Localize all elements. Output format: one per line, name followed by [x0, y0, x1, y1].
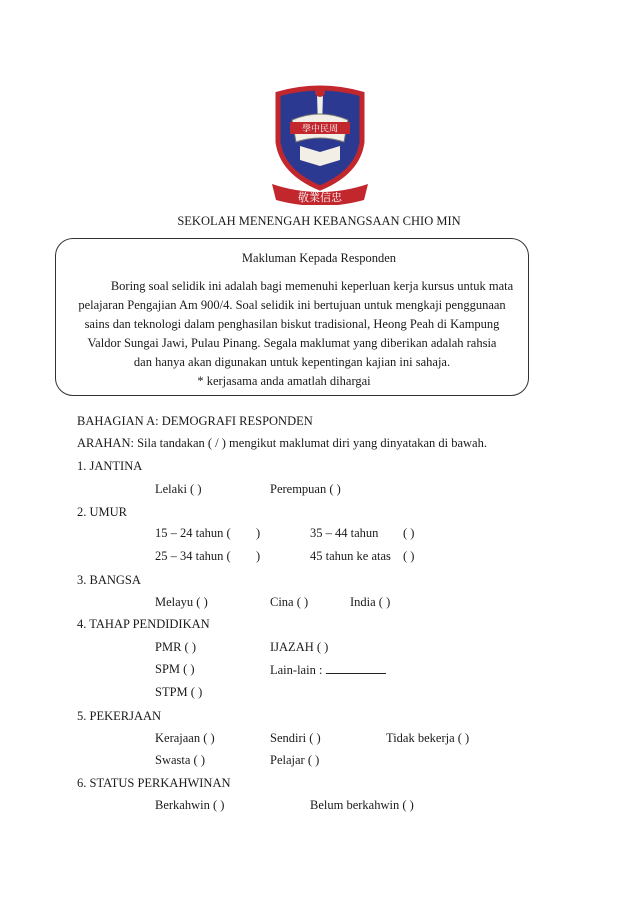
option-belum-berkahwin[interactable]: Belum berkahwin ( )	[310, 798, 414, 812]
section-heading: BAHAGIAN A: DEMOGRAFI RESPONDEN	[77, 414, 313, 428]
option-sendiri[interactable]: Sendiri ( )	[270, 731, 321, 745]
option-melayu[interactable]: Melayu ( )	[155, 595, 208, 609]
notice-line: sains dan teknologi dalam penghasilan biskut tradisional, Heong Peah di Kampung	[84, 317, 500, 331]
option-spm[interactable]: SPM ( )	[155, 662, 195, 676]
question-title: 5. PEKERJAAN	[77, 709, 162, 723]
notice-line: pelajaran Pengajian Am 900/4. Soal selidik ini bertujuan untuk mengkaji penggunaan	[78, 298, 506, 312]
option-lelaki[interactable]: Lelaki ( )	[155, 482, 202, 496]
option-pmr[interactable]: PMR ( )	[155, 640, 196, 654]
option-pelajar[interactable]: Pelajar ( )	[270, 753, 320, 767]
option-15-24[interactable]: 15 – 24 tahun (	[155, 526, 231, 540]
option-stpm[interactable]: STPM ( )	[155, 685, 203, 699]
option-tidak-bekerja[interactable]: Tidak bekerja ( )	[386, 731, 470, 745]
option-lain-lain[interactable]	[270, 662, 386, 678]
option-cina[interactable]: Cina ( )	[270, 595, 309, 609]
notice-line: dan hanya akan digunakan untuk kepentingan kajian ini sahaja.	[133, 355, 451, 369]
option-25-34[interactable]: 25 – 34 tahun (	[155, 549, 231, 563]
option-swasta[interactable]: Swasta ( )	[155, 753, 205, 767]
option-close-paren: )	[256, 526, 261, 540]
lain-lain-label: Lain-lain :	[270, 663, 323, 677]
notice-line: Valdor Sungai Jawi, Pulau Pinang. Segala maklumat yang diberikan adalah rahsia	[87, 336, 497, 350]
lain-lain-blank[interactable]	[326, 662, 386, 674]
option-perempuan[interactable]: Perempuan ( )	[270, 482, 341, 496]
option-close-paren: )	[256, 549, 261, 563]
notice-title: Makluman Kepada Responden	[241, 251, 397, 265]
option-paren[interactable]: ( )	[403, 526, 415, 540]
question-title: 1. JANTINA	[77, 459, 143, 473]
school-name: SEKOLAH MENENGAH KEBANGSAAN CHIO MIN	[177, 214, 461, 228]
school-crest-logo	[270, 80, 370, 205]
crest-flame-icon	[315, 87, 325, 97]
question-title: 3. BANGSA	[77, 573, 141, 587]
option-kerajaan[interactable]: Kerajaan ( )	[155, 731, 215, 745]
question-title: 4. TAHAP PENDIDIKAN	[77, 617, 210, 631]
section-instruction: ARAHAN: Sila tandakan ( / ) mengikut maklumat diri yang dinyatakan di bawah.	[77, 436, 487, 450]
option-berkahwin[interactable]: Berkahwin ( )	[155, 798, 225, 812]
notice-line: Boring soal selidik ini adalah bagi memenuhi keperluan kerja kursus untuk mata	[110, 279, 514, 293]
option-paren[interactable]: ( )	[403, 549, 415, 563]
option-45-above[interactable]: 45 tahun ke atas	[310, 549, 391, 563]
crest-motto-characters: 敬業信忠	[298, 191, 342, 204]
notice-closing: * kerjasama anda amatlah dihargai	[197, 374, 371, 388]
option-35-44[interactable]: 35 – 44 tahun	[310, 526, 379, 540]
option-india[interactable]: India ( )	[350, 595, 391, 609]
question-title: 6. STATUS PERKAHWINAN	[77, 776, 231, 790]
option-ijazah[interactable]: IJAZAH ( )	[270, 640, 329, 654]
crest-school-characters: 學中民周	[301, 124, 339, 135]
question-title: 2. UMUR	[77, 505, 128, 519]
